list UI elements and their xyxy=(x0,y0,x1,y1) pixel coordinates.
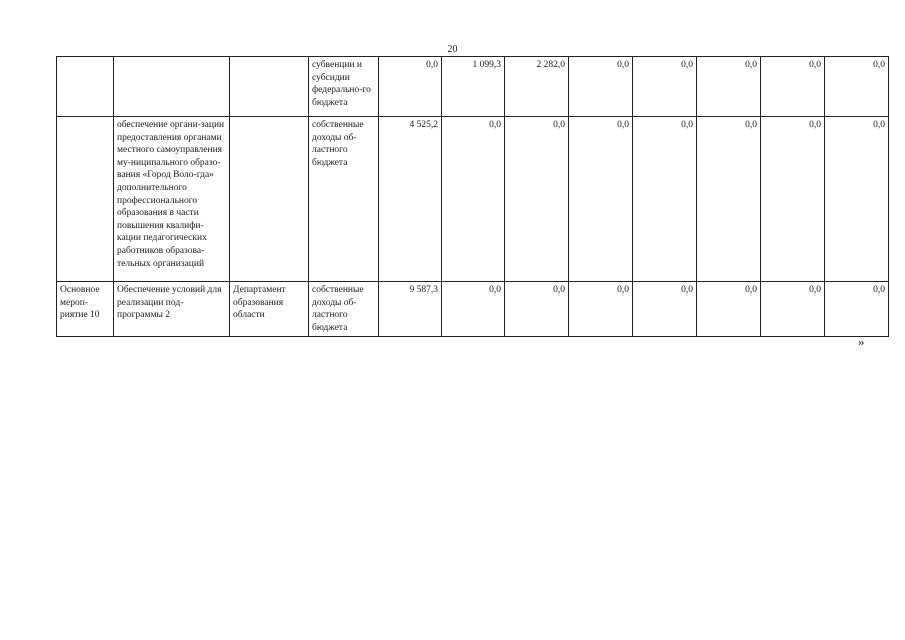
event-cell: Основное мероп-риятие 10 xyxy=(57,282,114,337)
value-cell: 0,0 xyxy=(697,282,761,337)
value-cell: 0,0 xyxy=(825,57,889,117)
table-row xyxy=(57,117,889,282)
value-cell: 0,0 xyxy=(825,282,889,337)
value-cell: 0,0 xyxy=(569,117,633,282)
value-cell: 0,0 xyxy=(442,282,505,337)
table-row xyxy=(57,282,889,337)
value-cell: 0,0 xyxy=(697,117,761,282)
value-cell: 0,0 xyxy=(761,117,825,282)
executor-cell: Департамент образования области xyxy=(230,282,309,337)
value-cell: 0,0 xyxy=(761,57,825,117)
value-cell: 0,0 xyxy=(633,57,697,117)
page-number: 20 xyxy=(447,44,458,55)
event-cell xyxy=(57,117,114,282)
value-cell: 0,0 xyxy=(633,117,697,282)
value-cell: 9 587,3 xyxy=(379,282,442,337)
table-row xyxy=(57,57,889,117)
description-cell: Обеспечение условий для реализации под-программы 2 xyxy=(114,282,230,337)
value-cell: 4 525,2 xyxy=(379,117,442,282)
value-cell: 0,0 xyxy=(761,282,825,337)
value-cell: 0,0 xyxy=(697,57,761,117)
closing-quote-mark: » xyxy=(858,334,865,349)
value-cell: 0,0 xyxy=(569,282,633,337)
executor-cell xyxy=(230,57,309,117)
value-cell: 0,0 xyxy=(633,282,697,337)
executor-cell xyxy=(230,117,309,282)
value-cell: 0,0 xyxy=(505,282,569,337)
value-cell: 0,0 xyxy=(442,117,505,282)
event-cell xyxy=(57,57,114,117)
value-cell: 1 099,3 xyxy=(442,57,505,117)
value-cell: 0,0 xyxy=(505,117,569,282)
description-cell: обеспечение органи-зации предоставления органами местного самоуправления му-ниципального образо-вания «Город Воло-гда» дополнительного профессионального образования в части повышения квалифи-кации педагогических работников образова-тельных организаций xyxy=(114,117,230,282)
value-cell: 2 282,0 xyxy=(505,57,569,117)
funding-source-cell: собственные доходы об-ластного бюджета xyxy=(309,117,379,282)
description-cell xyxy=(114,57,230,117)
funding-source-cell: собственные доходы об-ластного бюджета xyxy=(309,282,379,337)
value-cell: 0,0 xyxy=(825,117,889,282)
funding-source-cell: субвенции и субсидии федерально-го бюджета xyxy=(309,57,379,117)
value-cell: 0,0 xyxy=(379,57,442,117)
budget-table xyxy=(56,56,889,337)
value-cell: 0,0 xyxy=(569,57,633,117)
